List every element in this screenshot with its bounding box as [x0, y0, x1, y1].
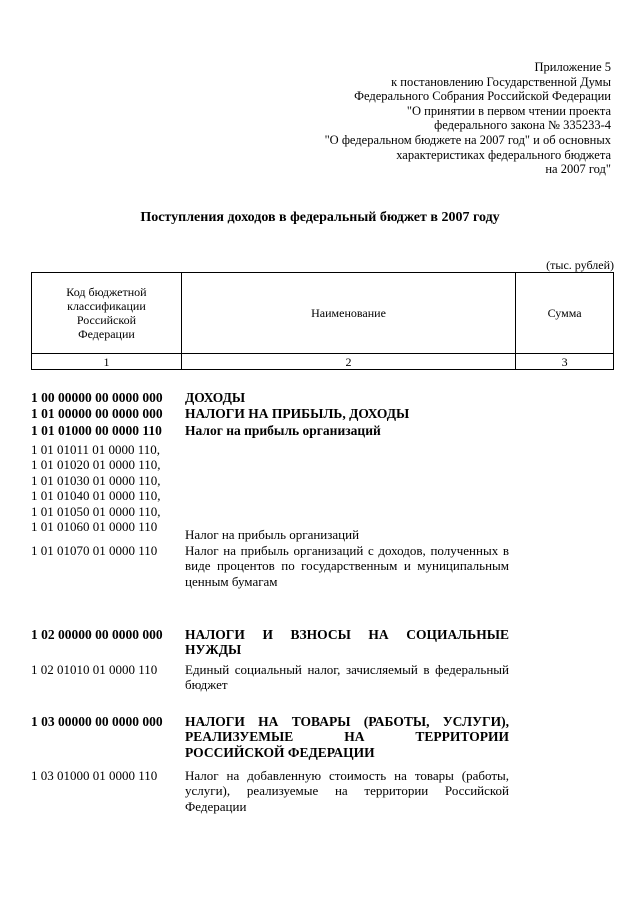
row-name: Налог на прибыль организаций	[185, 527, 360, 542]
row-code: 1 01 00000 00 0000 000	[31, 406, 163, 421]
row-name: Налог на прибыль организаций с доходов, полученных в виде процентов по государственным и муниципальным ценным бумагам	[185, 543, 509, 589]
row-code: 1 02 01010 01 0000 110	[31, 662, 158, 677]
header-number: 2	[181, 354, 515, 370]
row-code: 1 01 01040 01 0000 110,	[31, 488, 161, 504]
header-number: 3	[516, 354, 614, 370]
row-name: НАЛОГИ НА ПРИБЫЛЬ, ДОХОДЫ	[185, 406, 410, 421]
header-number: 1	[32, 354, 182, 370]
document-title: Поступления доходов в федеральный бюджет в 2007 году	[140, 210, 500, 225]
row-code: 1 00 00000 00 0000 000	[31, 390, 163, 405]
appendix-line: на 2007 год"	[545, 162, 611, 177]
row-code: 1 01 01030 01 0000 110,	[31, 472, 161, 488]
header-name: Наименование	[181, 273, 515, 354]
row-code: 1 01 01020 01 0000 110,	[31, 457, 161, 473]
units-label: (тыс. рублей)	[546, 258, 614, 272]
row-name: НАЛОГИ И ВЗНОСЫ НА СОЦИАЛЬНЫЕ НУЖДЫ	[185, 627, 509, 658]
appendix-line: "О принятии в первом чтении проекта	[406, 103, 611, 118]
row-name: НАЛОГИ НА ТОВАРЫ (РАБОТЫ, УСЛУГИ), РЕАЛИЗУЕМЫЕ НА ТЕРРИТОРИИ РОССИЙСКОЙ ФЕДЕРАЦИИ	[185, 714, 509, 760]
row-code: 1 01 01070 01 0000 110	[31, 543, 158, 558]
header-amount: Сумма	[516, 273, 614, 354]
header-code: Код бюджетной классификации Российской Федерации	[32, 273, 182, 354]
appendix-line: к постановлению Государственной Думы	[391, 74, 611, 89]
appendix-reference	[325, 60, 611, 177]
row-code: 1 03 01000 01 0000 110	[31, 768, 158, 783]
row-code: 1 01 01000 00 0000 110	[31, 423, 162, 438]
row-code: 1 01 01060 01 0000 110	[31, 519, 158, 535]
row-name: Налог на добавленную стоимость на товары (работы, услуги), реализуемые на территории Российской Федерации	[185, 768, 509, 814]
appendix-line: характеристиках федерального бюджета	[396, 147, 611, 162]
row-code: 1 03 00000 00 0000 000	[31, 714, 163, 729]
row-name: Единый социальный налог, зачисляемый в федеральный бюджет	[185, 662, 509, 693]
table-header	[31, 272, 614, 370]
row-code: 1 02 00000 00 0000 000	[31, 627, 163, 642]
appendix-line: федерального закона № 335233-4	[434, 118, 611, 133]
appendix-line: "О федеральном бюджете на 2007 год" и об основных	[324, 132, 611, 147]
row-code: 1 01 01050 01 0000 110,	[31, 503, 161, 519]
row-name: Налог на прибыль организаций	[185, 423, 381, 438]
appendix-line: Приложение 5	[534, 60, 611, 74]
appendix-line: Федерального Собрания Российской Федерации	[354, 89, 611, 104]
row-name: ДОХОДЫ	[185, 390, 246, 405]
row-code: 1 01 01011 01 0000 110,	[31, 442, 161, 457]
row-code-list	[31, 442, 161, 534]
